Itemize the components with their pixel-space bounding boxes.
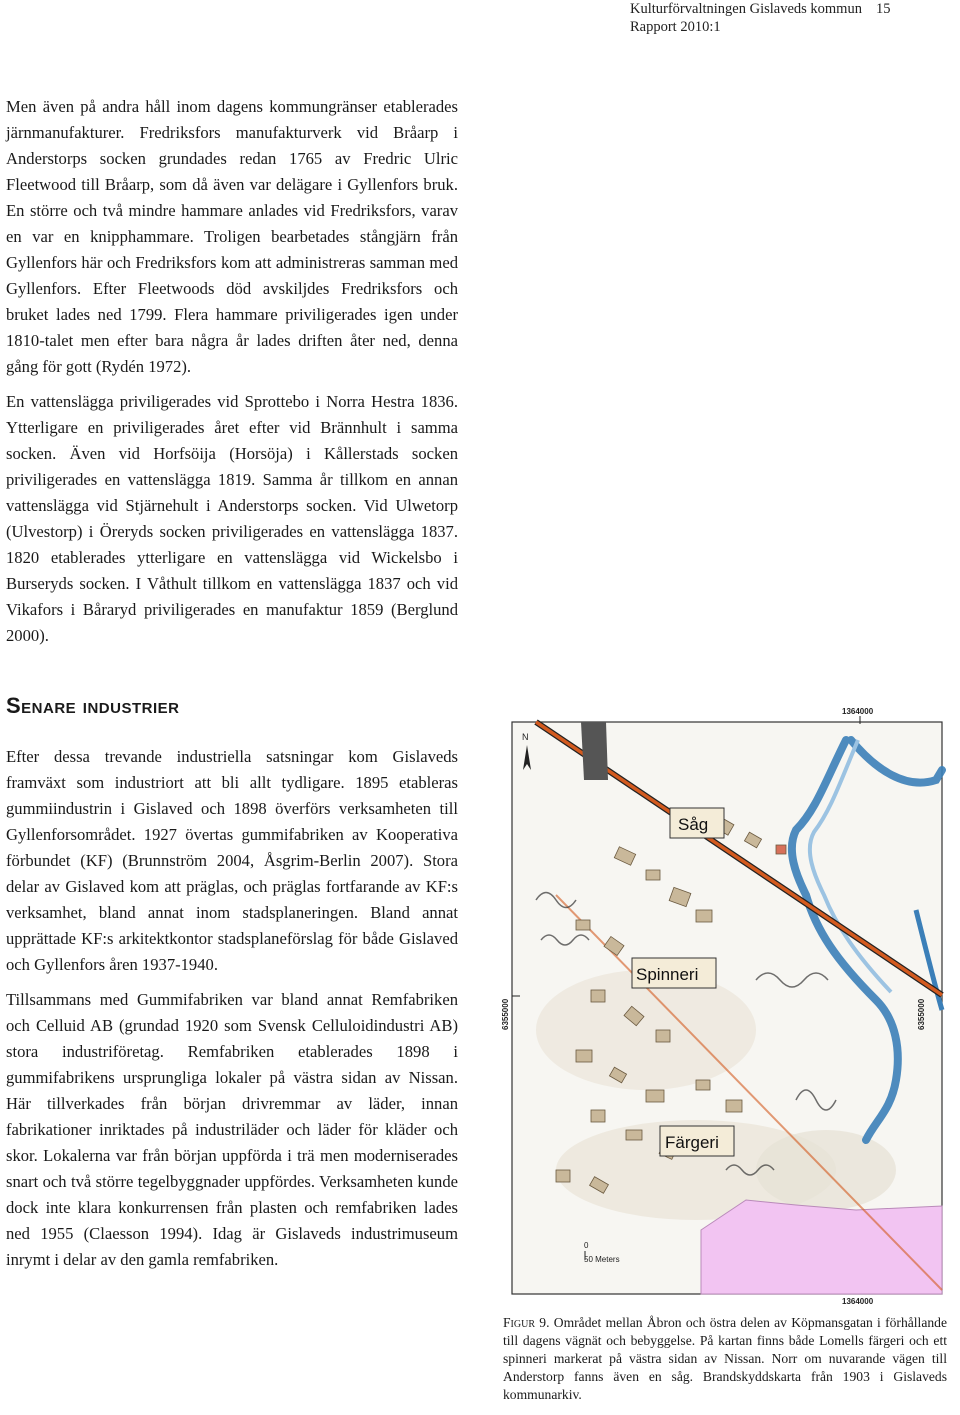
header-org: Kulturförvaltningen Gislaveds kommun [630, 1, 862, 17]
label-sag [670, 808, 724, 838]
body-text-bottom [6, 744, 458, 1282]
scale-zero: 0 [584, 1241, 589, 1250]
scale-label: 50 Meters [584, 1255, 620, 1264]
north-label: N [522, 732, 529, 742]
caption-text: Området mellan Åbron och östra delen av Köpmansgatan i förhållande till dagens vägnät och bebyggelse. På kartan finns både Lomells färgeri och ett spinneri markerat på västra sidan av Nissan. Norr om nuvarande vägen till Anderstorp fanns även en såg. Brandskyddskarta från 1903 i Gislaveds kommunarkiv. [503, 1315, 947, 1402]
historical-map [496, 700, 958, 1305]
paragraph: Men även på andra håll inom dagens kommungränser etablerades järnmanufakturer. Fredriksfors manufakturverk vid Bråarp i Anderstorps socken grundades redan 1765 av Fredric Ulric Fleetwood till Bråarp, som då även var delägare i Gyllenfors bruk. En större och två mindre hammare anlades vid Fredriksfors, varav en var en knipphammare. Troligen bearbetades stångjärn från Gyllenfors här och Fredriksfors kom att administreras samman med Gyllenfors. Efter Fleetwoods död avskiljdes Fredriksfors och bruket lades ned 1799. Flera hammare priviligerades igen under 1810-talet men efter bara några år lades driften åter ned, denna gång för gott (Rydén 1972). [6, 97, 458, 376]
label-spinneri-text: Spinneri [636, 965, 699, 984]
coord-right: 6355000 [917, 998, 926, 1030]
body-text-top [6, 94, 458, 658]
section-heading: Senare industrier [6, 693, 180, 718]
header-report: Rapport 2010:1 [630, 19, 721, 35]
label-spinneri [632, 958, 716, 988]
page-header [630, 0, 950, 36]
field-area [701, 1200, 942, 1294]
figure-caption [503, 1314, 947, 1404]
figure-label: Figur 9. [503, 1315, 550, 1330]
building-dark [581, 722, 608, 780]
coord-top: 1364000 [842, 707, 874, 716]
coord-left: 6355000 [501, 998, 510, 1030]
label-sag-text: Såg [678, 815, 709, 834]
label-fargeri-text: Färgeri [665, 1133, 719, 1152]
paragraph: En vattenslägga priviligerades vid Sprottebo i Norra Hestra 1836. Ytterligare en priviligerades året efter vid Brännhult i samma socken. Även vid Horfsöija (Horsöja) i Kållerstads socken priviligerades en vattenslägga 1819. Samma år tillkom en annan vattenslägga vid Stjärnehult i Anderstorps socken. Vid Ulwetorp (Ulvestorp) i Öreryds socken priviligerades en vattenslägga 1837. 1820 etablerades ytterligare en vattenslägga vid Wickelsbo i Burseryds socken. I Våthult tillkom en vattenslägga 1837 och vid Vikafors i Båraryd priviligerades en manufaktur 1859 (Berglund 2000). [6, 392, 458, 645]
label-fargeri [660, 1126, 734, 1156]
page-number: 15 [875, 1, 891, 17]
paragraph: Tillsammans med Gummifabriken var bland annat Remfabriken och Celluid AB (grundad 1920 som Svensk Celluloidindustri AB) stora industriföretag. Remfabriken etablerades 1898 i gummifabrikens ursprungliga lokaler på västra sidan av Nissan. Här tillverkades från början drivremmar av läder, innan fabrikationer inriktades på industriläder och läder för kläder och skor. Lokalerna var från början uppförda i trä men moderniserades snart och två större tegelbyggnader uppfördes. Verksamheten kunde dock inte klara konkurrensen från plasten och remfabriken lades ned 1955 (Claesson 1994). Idag är Gislaveds industrimuseum inrymt i delar av den gamla remfabriken. [6, 990, 458, 1269]
paragraph: Efter dessa trevande industriella satsningar kom Gislaveds framväxt som industriort att bli allt tydligare. 1895 etableras gummiindustrin i Gislaved och 1898 överförs verksamheten till Gyllenforsområdet. 1927 övertas gummifabriken av Kooperativa förbundet (KF) (Brunnström 2004, Åsgrim-Berlin 2007). Stora delar av Gislaved kom att präglas, och präglas fortfarande av KF:s verksamhet, bland annat inom stadsplaneringen. Bland annat upprättade KF:s arkitektkontor stadsplaneförslag för både Gislaved och Gyllenfors åren 1937-1940. [6, 747, 458, 974]
coord-bottom: 1364000 [842, 1297, 874, 1305]
